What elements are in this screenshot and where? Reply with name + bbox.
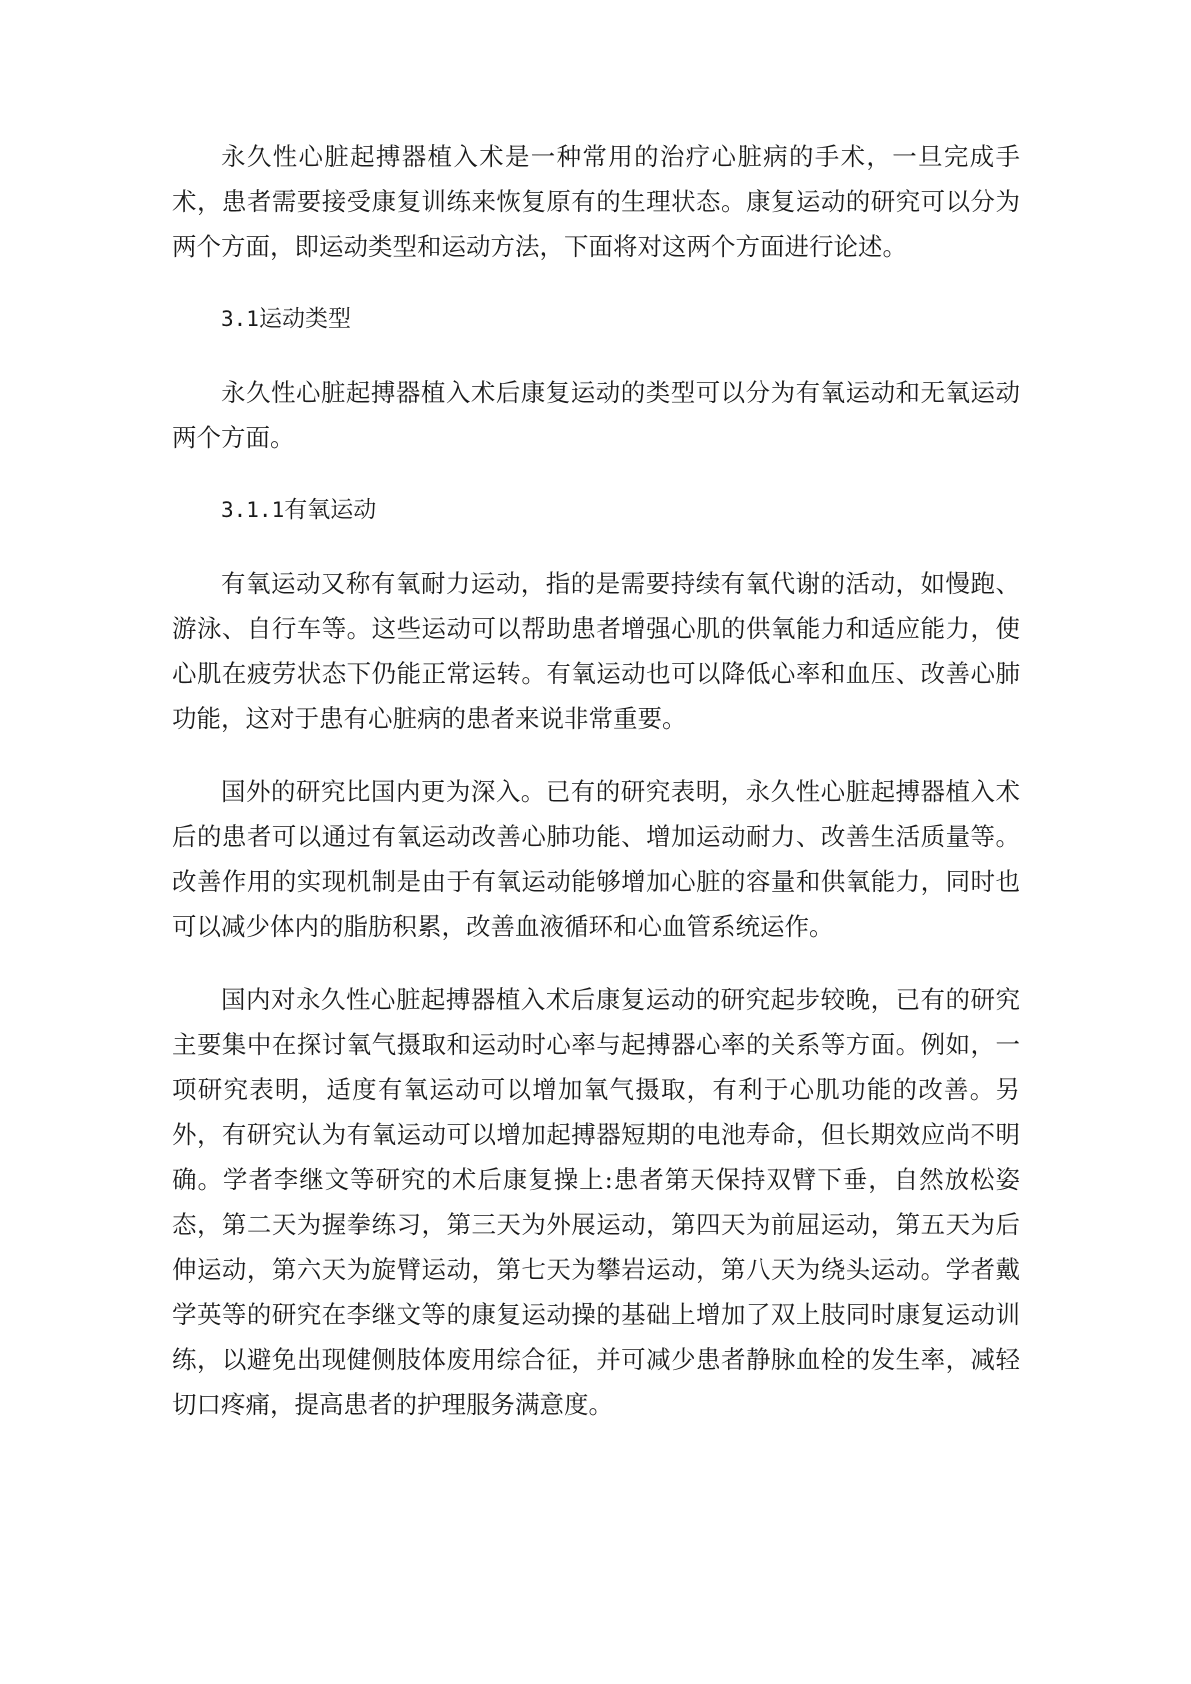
section-heading-3-1 xyxy=(172,297,1020,342)
document-page xyxy=(172,134,1020,1455)
section-number: 3.1.1 xyxy=(221,498,285,522)
domestic-research-paragraph: 国内对永久性心脏起搏器植入术后康复运动的研究起步较晚，已有的研究主要集中在探讨氧气摄取和运动时心率与起搏器心率的关系等方面。例如，一项研究表明，适度有氧运动可以增加氧气摄取，有利于心肌功能的改善。另外，有研究认为有氧运动可以增加起搏器短期的电池寿命，但长期效应尚不明确。学者李继文等研究的术后康复操上:患者第天保持双臂下垂，自然放松姿态，第二天为握拳练习，第三天为外展运动，第四天为前屈运动，第五天为后伸运动，第六天为旋臂运动，第七天为攀岩运动，第八天为绕头运动。学者戴学英等的研究在李继文等的康复运动操的基础上增加了双上肢同时康复运动训练，以避免出现健侧肢体废用综合征，并可减少患者静脉血栓的发生率，减轻切口疼痛，提高患者的护理服务满意度。 xyxy=(172,985,1020,1419)
section-title: 有氧运动 xyxy=(284,497,377,523)
section-number: 3.1 xyxy=(221,307,259,331)
section-title: 运动类型 xyxy=(258,306,351,332)
aerobic-definition-paragraph: 有氧运动又称有氧耐力运动，指的是需要持续有氧代谢的活动，如慢跑、游泳、自行车等。这些运动可以帮助患者增强心肌的供氧能力和适应能力，使心肌在疲劳状态下仍能正常运转。有氧运动也可以降低心率和血压、改善心肺功能，这对于患有心脏病的患者来说非常重要。 xyxy=(172,569,1020,733)
foreign-research-paragraph: 国外的研究比国内更为深入。已有的研究表明，永久性心脏起搏器植入术后的患者可以通过有氧运动改善心肺功能、增加运动耐力、改善生活质量等。改善作用的实现机制是由于有氧运动能够增加心脏的容量和供氧能力，同时也可以减少体内的脂肪积累，改善血液循环和心血管系统运作。 xyxy=(172,777,1020,941)
intro-paragraph: 永久性心脏起搏器植入术是一种常用的治疗心脏病的手术，一旦完成手术，患者需要接受康复训练来恢复原有的生理状态。康复运动的研究可以分为两个方面，即运动类型和运动方法，下面将对这两个方面进行论述。 xyxy=(172,142,1020,261)
exercise-types-paragraph: 永久性心脏起搏器植入术后康复运动的类型可以分为有氧运动和无氧运动两个方面。 xyxy=(172,378,1020,452)
section-heading-3-1-1 xyxy=(172,488,1020,533)
